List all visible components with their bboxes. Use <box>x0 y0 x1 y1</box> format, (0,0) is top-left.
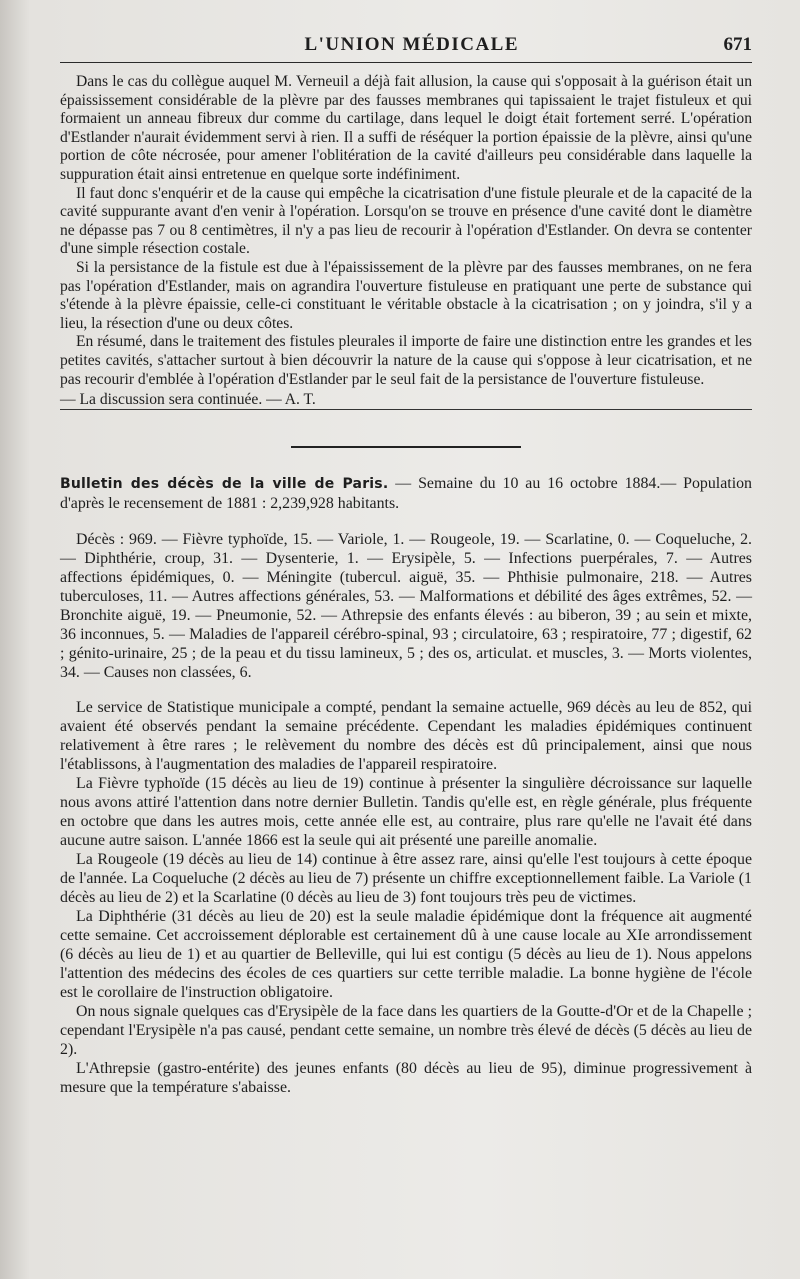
page-header <box>60 34 752 63</box>
article-section <box>60 73 752 410</box>
journal-title: L'UNION MÉDICALE <box>304 34 520 55</box>
article-paragraph: Si la persistance de la fistule est due à l'épaississement de la plèvre par des fausses membranes, on ne fera pas l'opération d'Estlander, mais on agrandira l'ouverture fistuleuse en pratiquant une perte de substance qui s'étende à la plèvre épaissie, celle-ci constituant le véritable obstacle à la cicatrisation ; on y joindra, s'il y a lieu, la résection d'une ou deux côtes. <box>60 258 752 332</box>
bulletin-title: Bulletin des décès de la ville de Paris. <box>60 475 389 492</box>
page-number: 671 <box>723 34 752 55</box>
bulletin-paragraph: La Diphthérie (31 décès au lieu de 20) est la seule maladie épidémique dont la fréquence ait augmenté cette semaine. Cet accroissement déplorable est certainement dû à une cause locale au XIe arrondissement (6 décès au lieu de 1) et au quartier de Belleville, qui lui est contigu (5 décès au lieu de 1). Nous appelons l'attention des médecins des écoles de ces quartiers sur cette terrible maladie. La bonne hygiène de l'école est le corollaire de l'instruction obligatoire. <box>60 907 752 1001</box>
bulletin-deaths: Décès : 969. — Fièvre typhoïde, 15. — Variole, 1. — Rougeole, 19. — Scarlatine, 0. — Coqueluche, 2. — Diphthérie, croup, 31. — Dysenterie, 1. — Erysipèle, 5. — Infections puerpérales, 7. — Autres affections épidémiques, 0. — Méningite (tubercul. aiguë, 35. — Phthisie pulmonaire, 218. — Autres tuberculoses, 11. — Autres affections générales, 53. — Malformations et débilité des âges extrêmes, 52. — Bronchite aiguë, 19. — Pneumonie, 52. — Athrepsie des enfants élevés : au biberon, 39 ; au sein et mixte, 36 inconnues, 5. — Maladies de l'appareil cérébro-spinal, 93 ; circulatoire, 63 ; respiratoire, 77 ; digestif, 62 ; génito-urinaire, 25 ; de la peau et du tissu lamineux, 5 ; des os, articulat. et muscles, 3. — Morts violentes, 34. — Causes non classées, 6. <box>60 530 752 681</box>
spacer <box>60 682 752 698</box>
bulletin-heading <box>60 474 752 513</box>
article-signoff: — La discussion sera continuée. — A. T. <box>60 391 316 409</box>
bulletin-section <box>60 474 752 1097</box>
bulletin-subtitle: — Semaine du 10 au 16 octobre 1884.— Population d'après le recensement de 1881 : 2,239,928 habitants. <box>60 474 752 512</box>
bulletin-paragraph: Le service de Statistique municipale a compté, pendant la semaine actuelle, 969 décès au leu de 852, qui avaient été observés pendant la semaine précédente. Cependant les maladies épidémiques continuent relativement à être rares ; le relèvement du nombre des décès est dû principalement, ainsi que nous l'établissons, à l'augmentation des maladies de l'appareil respiratoire. <box>60 698 752 773</box>
spacer <box>60 513 752 530</box>
bulletin-paragraph: La Fièvre typhoïde (15 décès au lieu de 19) continue à présenter la singulière décroissance sur laquelle nous avons attiré l'attention dans notre dernier Bulletin. Tandis qu'elle est, en règle générale, plus fréquente en octobre que dans les autres mois, cette année elle est, au contraire, plus rare qu'elle ne l'avait été dans aucune autre saison. L'année 1866 est la seule qui ait présenté une pareille anomalie. <box>60 774 752 849</box>
bulletin-paragraph: La Rougeole (19 décès au lieu de 14) continue à être assez rare, ainsi qu'elle l'est toujours à cette époque de l'année. La Coqueluche (2 décès au lieu de 7) présente un chiffre exceptionnellement faible. La Variole (1 décès au lieu de 2) et la Scarlatine (0 décès au lieu de 3) font toujours très peu de victimes. <box>60 850 752 906</box>
article-paragraph: Dans le cas du collègue auquel M. Verneuil a déjà fait allusion, la cause qui s'opposait à la guérison était un épaississement considérable de la plèvre par des fausses membranes qui tapissaient le trajet fistuleux et qui formaient un anneau fibreux dur comme du cartilage, dans lequel le doigt était fortement serré. L'opération d'Estlander n'aurait évidemment servi à rien. Il a suffi de réséquer la portion épaissie de la plèvre, ainsi qu'une portion de côte nécrosée, pour amener l'oblitération de la cavité d'ailleurs peu considérable dans laquelle la suppuration était ainsi entretenue en quelque sorte indéfiniment. <box>60 73 752 183</box>
bulletin-paragraph: L'Athrepsie (gastro-entérite) des jeunes enfants (80 décès au lieu de 95), diminue progressivement à mesure que la température s'abaisse. <box>60 1059 752 1096</box>
bulletin-paragraph: On nous signale quelques cas d'Erysipèle de la face dans les quartiers de la Goutte-d'Or et de la Chapelle ; cependant l'Erysipèle n'a pas causé, pendant cette semaine, un nombre très élevé de décès (5 décès au lieu de 2). <box>60 1002 752 1058</box>
article-paragraph: Il faut donc s'enquérir et de la cause qui empêche la cicatrisation d'une fistule pleurale et de la capacité de la cavité suppurante avant d'en venir à l'opération. Lorsqu'on se trouve en présence d'une cavité dont le diamètre ne dépasse pas 7 ou 8 centimètres, il n'y a pas lieu de recourir à l'opération d'Estlander. On devra se contenter d'une simple résection costale. <box>60 184 752 258</box>
section-divider <box>291 446 521 448</box>
article-paragraph: En résumé, dans le traitement des fistules pleurales il importe de faire une distinction entre les grandes et les petites cavités, s'attacher surtout à bien découvrir la nature de la cause qui s'oppose à leur cicatrisation, et ne pas recourir d'emblée à l'opération d'Estlander par le seul fait de la persistance de l'ouverture fistuleuse. <box>60 333 752 388</box>
